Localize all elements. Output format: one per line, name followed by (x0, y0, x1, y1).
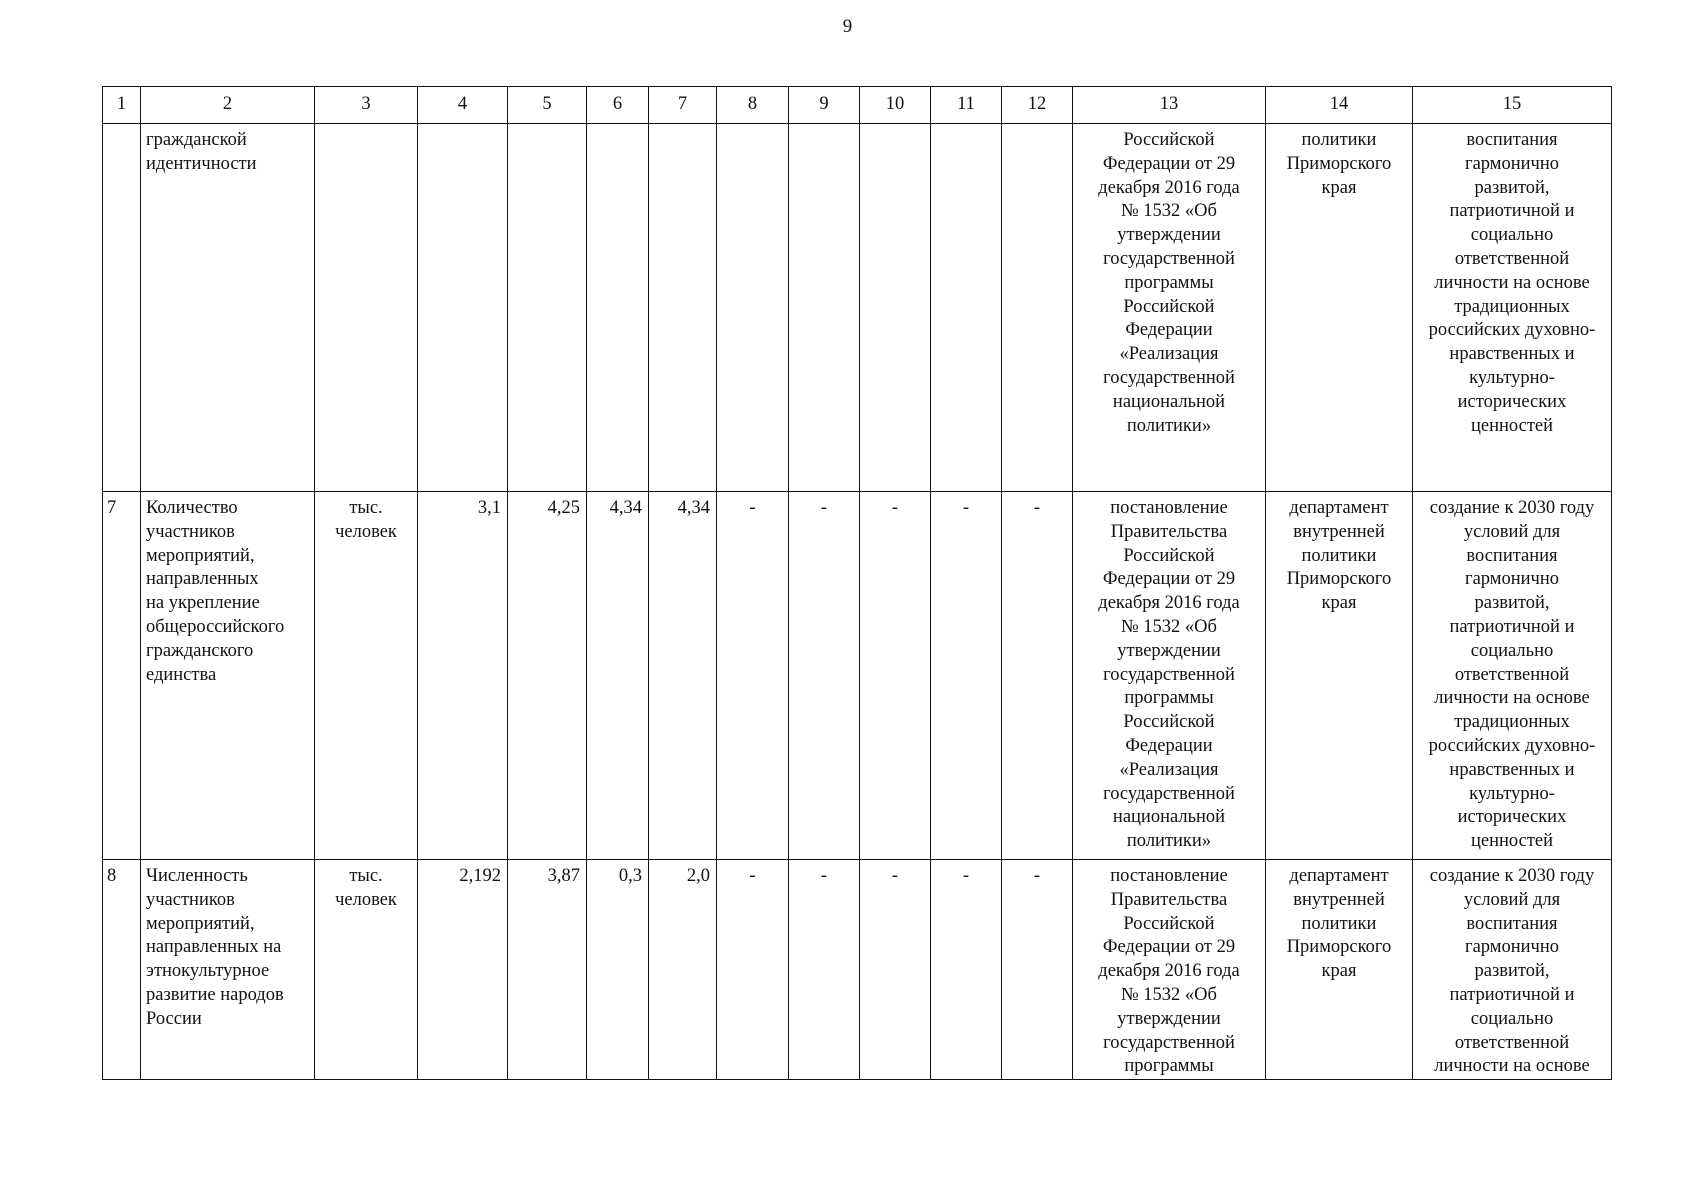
value-cell: - (1002, 860, 1073, 1080)
row-number: 8 (103, 860, 141, 1080)
value-cell: - (931, 492, 1002, 860)
table-row (103, 860, 1612, 1080)
value-cell: - (789, 492, 860, 860)
value-cell (508, 124, 587, 492)
row-number: 7 (103, 492, 141, 860)
column-header: 7 (649, 87, 717, 124)
value-cell: - (789, 860, 860, 1080)
value-cell: 4,25 (508, 492, 587, 860)
value-cell: 2,192 (418, 860, 508, 1080)
page-number: 9 (842, 16, 853, 37)
indicator-name: гражданской идентичности (141, 124, 315, 492)
table-row (103, 124, 1612, 492)
table-header-row (103, 87, 1612, 124)
unit-cell: тыс. человек (315, 860, 418, 1080)
value-cell: - (931, 860, 1002, 1080)
value-cell: - (1002, 492, 1073, 860)
value-cell: 3,1 (418, 492, 508, 860)
unit-cell (315, 124, 418, 492)
value-cell (717, 124, 789, 492)
value-cell: 4,34 (649, 492, 717, 860)
column-header: 15 (1413, 87, 1612, 124)
value-cell (649, 124, 717, 492)
value-cell: 0,3 (587, 860, 649, 1080)
column-header: 5 (508, 87, 587, 124)
value-cell (587, 124, 649, 492)
indicator-name: Количество участников мероприятий, направленных на укрепление общероссийского гражданского единства (141, 492, 315, 860)
value-cell (789, 124, 860, 492)
column-header: 8 (717, 87, 789, 124)
document-reference-cell: постановление Правительства Российской Федерации от 29 декабря 2016 года № 1532 «Об утверждении государственной программы Российской Федерации «Реализация государственной национальной политики» (1073, 492, 1266, 860)
value-cell (1002, 124, 1073, 492)
indicator-name: Численность участников мероприятий, направленных на этнокультурное развитие народов России (141, 860, 315, 1080)
column-header: 10 (860, 87, 931, 124)
column-header: 1 (103, 87, 141, 124)
value-cell: - (860, 860, 931, 1080)
value-cell (418, 124, 508, 492)
goal-cell: создание к 2030 году условий для воспитания гармонично развитой, патриотичной и социально ответственной личности на основе (1413, 860, 1612, 1080)
unit-cell: тыс. человек (315, 492, 418, 860)
column-header: 2 (141, 87, 315, 124)
column-header: 14 (1266, 87, 1413, 124)
responsible-body-cell: департамент внутренней политики Приморского края (1266, 492, 1413, 860)
column-header: 11 (931, 87, 1002, 124)
value-cell: 4,34 (587, 492, 649, 860)
goal-cell: воспитания гармонично развитой, патриотичной и социально ответственной личности на основе традиционных российских духовно- нравственных и культурно- исторических ценностей (1413, 124, 1612, 492)
value-cell: 2,0 (649, 860, 717, 1080)
value-cell: - (860, 492, 931, 860)
value-cell (931, 124, 1002, 492)
document-reference-cell: Российской Федерации от 29 декабря 2016 года № 1532 «Об утверждении государственной программы Российской Федерации «Реализация государственной национальной политики» (1073, 124, 1266, 492)
goal-cell: создание к 2030 году условий для воспитания гармонично развитой, патриотичной и социально ответственной личности на основе традиционных российских духовно- нравственных и культурно- исторических ценностей (1413, 492, 1612, 860)
value-cell: 3,87 (508, 860, 587, 1080)
column-header: 9 (789, 87, 860, 124)
table-row (103, 492, 1612, 860)
column-header: 6 (587, 87, 649, 124)
responsible-body-cell: департамент внутренней политики Приморского края (1266, 860, 1413, 1080)
responsible-body-cell: политики Приморского края (1266, 124, 1413, 492)
column-header: 13 (1073, 87, 1266, 124)
indicators-table (102, 86, 1612, 1080)
document-reference-cell: постановление Правительства Российской Федерации от 29 декабря 2016 года № 1532 «Об утверждении государственной программы (1073, 860, 1266, 1080)
row-number (103, 124, 141, 492)
value-cell (860, 124, 931, 492)
value-cell: - (717, 492, 789, 860)
column-header: 12 (1002, 87, 1073, 124)
value-cell: - (717, 860, 789, 1080)
column-header: 3 (315, 87, 418, 124)
column-header: 4 (418, 87, 508, 124)
